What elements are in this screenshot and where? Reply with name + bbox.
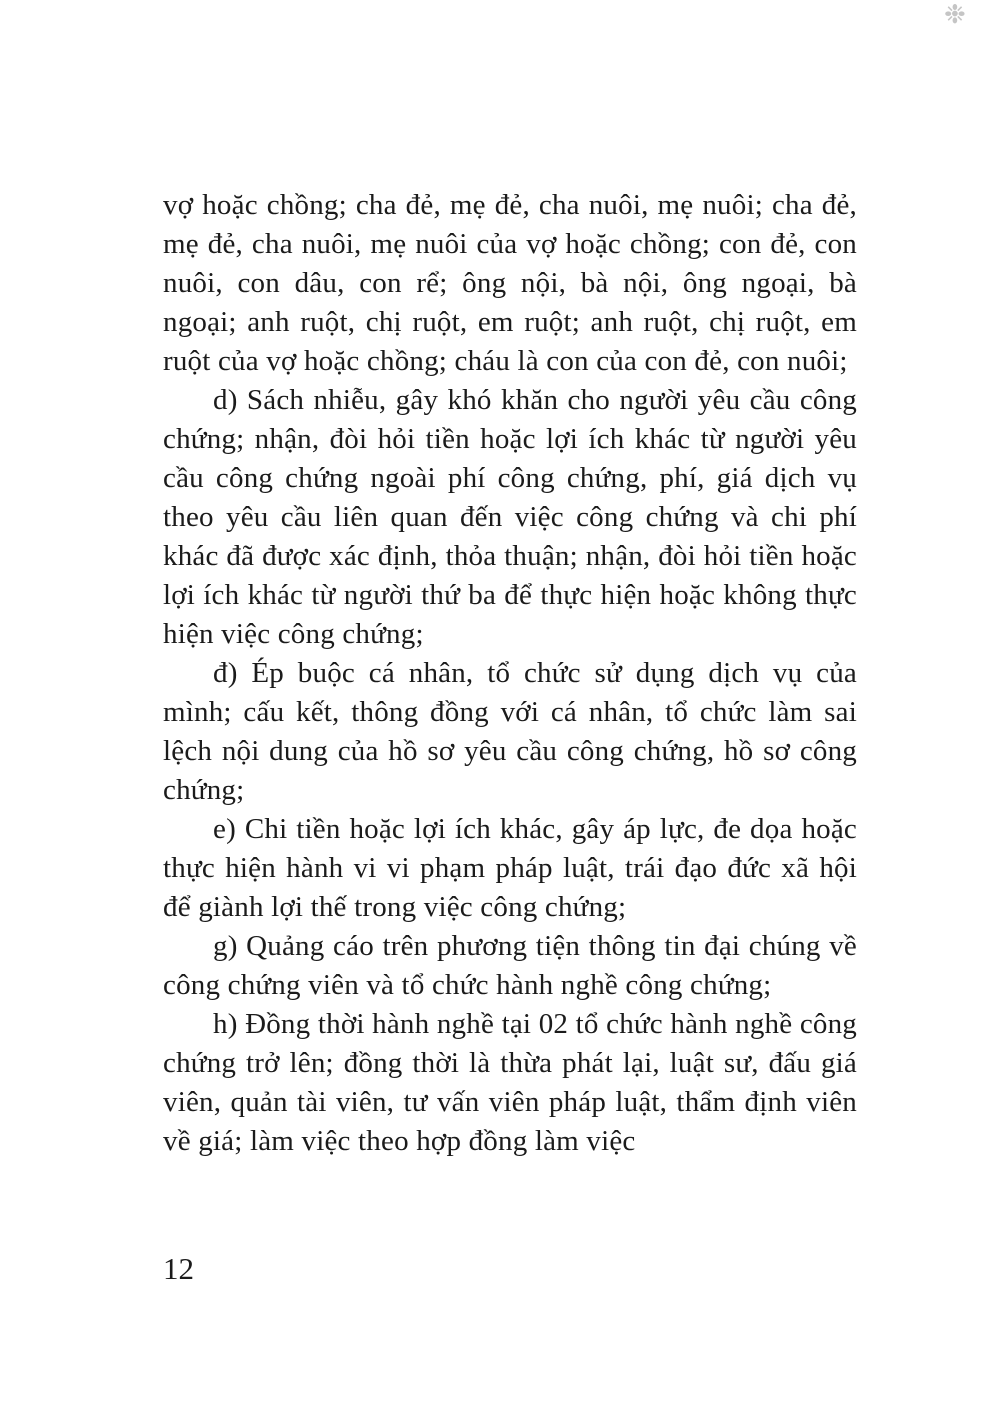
paragraph-item-d: d) Sách nhiễu, gây khó khăn cho người yêu cầu công chứng; nhận, đòi hỏi tiền hoặc lợi ích khác từ người yêu cầu công chứng ngoài phí công chứng, phí, giá dịch vụ theo yêu cầu liên quan đến việc công chứng và chi phí khác đã được xác định, thỏa thuận; nhận, đòi hỏi tiền hoặc lợi ích khác từ người thứ ba để thực hiện hoặc không thực hiện việc công chứng; [163,384,857,650]
paragraph-continuation: vợ hoặc chồng; cha đẻ, mẹ đẻ, cha nuôi, mẹ nuôi; cha đẻ, mẹ đẻ, cha nuôi, mẹ nuôi của vợ hoặc chồng; con đẻ, con nuôi, con dâu, con rể; ông nội, bà nội, ông ngoại, bà ngoại; anh ruột, chị ruột, em ruột; anh ruột, chị ruột, em ruột của vợ hoặc chồng; cháu là con của con đẻ, con nuôi; [163,189,857,377]
paragraph-item-h: h) Đồng thời hành nghề tại 02 tổ chức hành nghề công chứng trở lên; đồng thời là thừa phát lại, luật sư, đấu giá viên, quản tài viên, tư vấn viên pháp luật, thẩm định viên về giá; làm việc theo hợp đồng làm việc [163,1008,857,1157]
snowflake-icon: ❉ [944,0,966,29]
paragraph-item-g: g) Quảng cáo trên phương tiện thông tin đại chúng về công chứng viên và tổ chức hành nghề công chứng; [163,930,857,1001]
paragraph-item-e: e) Chi tiền hoặc lợi ích khác, gây áp lực, đe dọa hoặc thực hiện hành vi vi phạm pháp luật, trái đạo đức xã hội để giành lợi thế trong việc công chứng; [163,813,857,923]
page-number: 12 [163,1251,194,1286]
page-body-text [163,186,857,1161]
paragraph-item-dd: đ) Ép buộc cá nhân, tổ chức sử dụng dịch vụ của mình; cấu kết, thông đồng với cá nhân, tổ chức làm sai lệch nội dung của hồ sơ yêu cầu công chứng, hồ sơ công chứng; [163,657,857,806]
